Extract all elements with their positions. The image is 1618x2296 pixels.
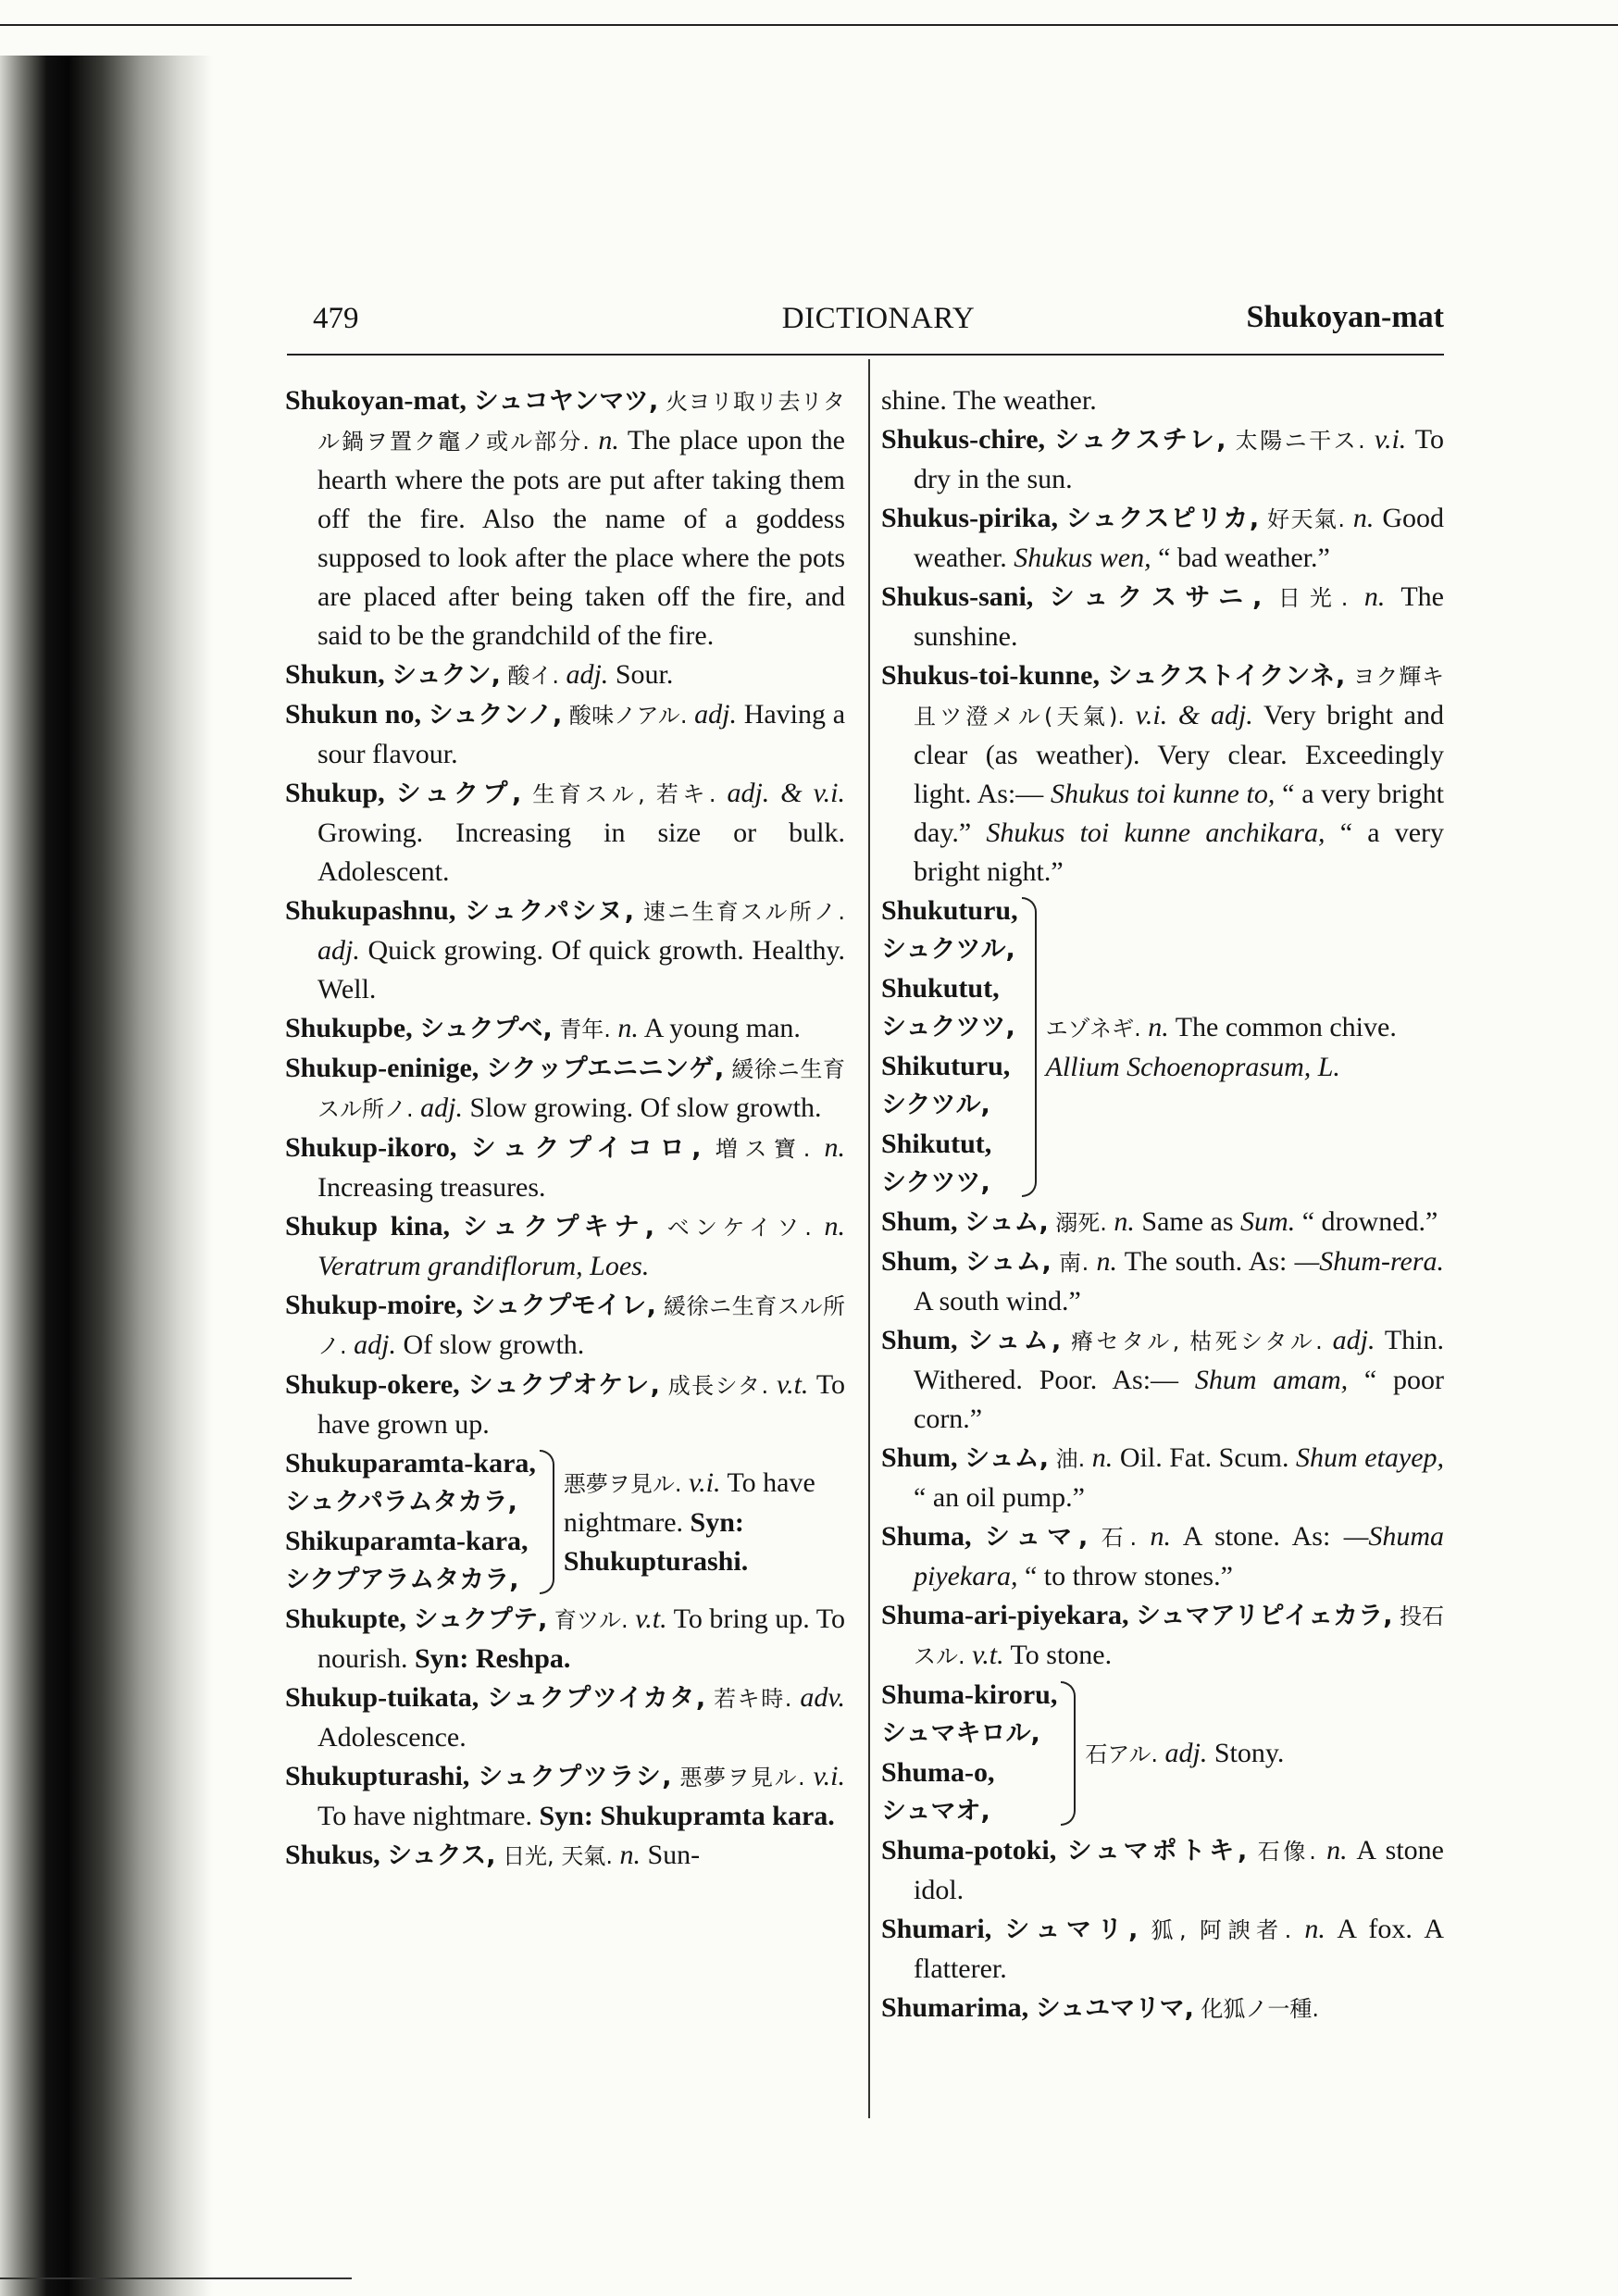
headword-kana: シュム, [965,1248,1052,1277]
dictionary-entry [881,1910,1444,1989]
definition: To bring up. To nourish. [317,1603,846,1674]
headword: Shukun no, [285,699,421,730]
japanese-gloss: 日光, 天氣. [503,1843,613,1869]
guide-word: Shukoyan-mat [1246,300,1444,334]
headword: Shukus-chire, [881,424,1046,455]
synonym-label: Syn: [415,1643,469,1674]
headword: Shukupturashi, [285,1761,470,1791]
dictionary-entry [285,1600,845,1678]
part-of-speech: n. [1352,503,1375,533]
headword: Shukupashnu, [285,895,456,926]
japanese-gloss: ベンケイソ. [666,1215,812,1241]
definition: Slow growing. Of slow growth. [469,1092,822,1123]
entry-list [881,381,1444,892]
japanese-gloss: 狐, 阿諛者. [1151,1917,1292,1943]
group-headword: Shuma-kiroru, [881,1679,1058,1710]
synonym-label: Syn: [539,1801,593,1831]
entry-list [285,381,845,1444]
part-of-speech: adj. [1164,1737,1208,1768]
group-headword-kana: シクツツ, [881,1168,990,1197]
japanese-gloss: 石アル. [1085,1741,1158,1767]
definition: Same as [1141,1206,1234,1237]
part-of-speech: n. [1150,1521,1171,1552]
japanese-gloss: エゾネギ. [1045,1015,1141,1042]
example-gloss: “ a very bright day.” [914,779,1444,848]
headword-kana: シュクパシヌ, [465,897,635,926]
synonym-label: Syn: [690,1506,744,1538]
dictionary-entry [285,1129,845,1207]
japanese-gloss: 悪夢ヲ見ル. [679,1765,805,1791]
part-of-speech: n. [1096,1246,1118,1277]
dictionary-entry [881,1596,1444,1676]
example: Shukus wen, [1014,543,1151,573]
brace [540,1450,554,1594]
example: Sum. [1240,1206,1296,1237]
part-of-speech: v.t. [777,1369,809,1400]
japanese-gloss: 速ニ生育スル所ノ. [642,899,845,925]
group-headword: Shuma-o, [881,1757,995,1788]
japanese-gloss: 油. [1055,1446,1086,1472]
scan-bottom-rule [0,2277,352,2279]
japanese-gloss: 緩徐ニ生育スル所ノ. [317,1056,846,1122]
headword: Shukup-eninige, [285,1053,479,1083]
headword: Shuma-potoki, [881,1835,1057,1866]
definition: Sour. [615,659,674,690]
part-of-speech: adj. [694,699,738,730]
entry-list [881,1203,1444,1676]
definition: To have grown up. [317,1369,846,1440]
dictionary-entry [285,1757,845,1836]
headword-kana: シュクプイコロ, [470,1134,702,1163]
synonym: Shukupturashi. [563,1545,749,1577]
japanese-gloss: 好天氣. [1267,506,1345,532]
part-of-speech: n. [1326,1835,1348,1866]
headword-kana: シュクスピリカ, [1065,505,1260,533]
example: Shum amam, [1194,1365,1349,1395]
definition: A stone idol. [914,1835,1445,1905]
example: —Shum-rera. [1294,1246,1445,1277]
japanese-gloss: 酸味ノアル. [568,703,688,729]
example-gloss: “ to throw stones.” [1024,1561,1233,1591]
group-headword-kana: シクプアラムタカラ, [285,1566,519,1594]
group-definition [1046,1008,1444,1087]
dictionary-entry [285,1009,845,1049]
definition: The place upon the hearth where the pots are put after taking them off the fire. Also the name of a goddess supposed to look after the place where the pots are placed after being taken off the fire, and said to be the grandchild of the fire. [317,425,845,651]
headword: Shukup-moire, [285,1290,464,1320]
definition: Increasing treasures. [317,1172,546,1203]
brace [1061,1681,1076,1826]
dictionary-entry [285,1049,845,1129]
headword-kana: シュクンノ, [428,701,563,730]
definition: A stone. As: [1182,1521,1331,1552]
japanese-gloss: 南. [1058,1250,1089,1276]
part-of-speech: v.i. [689,1466,721,1498]
part-of-speech: n. [1304,1914,1326,1944]
headword: Shukus, [285,1840,380,1870]
group-headword: Shikutut, [881,1129,992,1159]
dictionary-entry [285,381,845,655]
headword: Shukoyan-mat, [285,385,467,416]
dictionary-entry [285,655,845,695]
part-of-speech: n. [1091,1442,1114,1473]
definition: Stony. [1214,1737,1285,1768]
group-headword-kana: シュマオ, [881,1797,990,1826]
definition: A fox. A flatterer. [914,1914,1445,1984]
dictionary-entry [285,1286,845,1366]
dictionary-entry [881,499,1444,578]
definition: To stone. [1010,1640,1113,1670]
definition: Sun- [647,1840,701,1870]
japanese-gloss: 生育スル, 若キ. [532,781,716,807]
grouped-entry [285,1444,845,1600]
headword: Shukup, [285,778,385,808]
headword-kana: シュコヤンマツ, [473,387,659,416]
group-headword: Shikuturu, [881,1051,1011,1081]
part-of-speech: v.i. & adj. [1135,700,1253,730]
synonym: Reshpa. [475,1643,571,1674]
headword: Shukupte, [285,1603,406,1634]
definition: To have nightmare. [563,1466,815,1538]
headword-kana: シュクプツラシ, [478,1763,672,1791]
headword-kana: シュクプオケレ, [467,1371,660,1400]
headword: Shukus-pirika, [881,503,1058,533]
headword: Shukun, [285,659,385,690]
headword: Shumarima, [881,1992,1029,2023]
headword-kana: シュクスチレ, [1054,426,1226,455]
headword-kana: シュマアリピイェカラ, [1136,1602,1393,1630]
dictionary-entry [285,1836,845,1876]
grouped-entry [881,1676,1444,1831]
grouped-headwords [881,892,1018,1203]
brace [1022,897,1037,1197]
japanese-gloss: 瘠セタル, 枯死シタル. [1071,1329,1323,1354]
page-header [313,294,1444,341]
dictionary-entry [881,1439,1444,1517]
latin-name: Allium Schoenoprasum, L. [1045,1051,1340,1082]
japanese-gloss: 酸イ. [507,663,559,689]
definition: Thin. Withered. Poor. As:— [914,1325,1445,1395]
part-of-speech: adj. [317,935,360,966]
part-of-speech: n. [1148,1011,1169,1042]
headword: Shukupbe, [285,1013,413,1043]
definition: The south. As: [1124,1246,1288,1277]
japanese-gloss: 青年. [559,1017,611,1042]
dictionary-entry [881,1989,1444,2028]
continued-text: shine. The weather. [881,385,1097,416]
headword-kana: シュクン, [392,661,501,690]
dictionary-entry [881,578,1444,656]
headword: Shum, [881,1246,958,1277]
right-column [881,381,1444,2028]
japanese-gloss: 火ヨリ取リ去リタル鍋ヲ置ク竈ノ或ル部分. [317,389,846,455]
example-gloss: “ bad weather.” [1158,543,1330,573]
headword-kana: シュクプツイカタ, [487,1684,706,1713]
example: Shum etayep, [1296,1442,1445,1473]
header-rule [287,354,1444,356]
japanese-gloss: 増ス寶. [715,1136,811,1162]
entry-list [285,1600,845,1876]
definition: The common chive. [1175,1011,1397,1042]
column-divider [868,359,870,2118]
synonym: Shukupramta kara. [600,1801,835,1831]
definition: Adolescence. [317,1722,467,1753]
japanese-gloss: 石像. [1257,1839,1316,1865]
definition: Very bright and clear (as weather). Very clear. Exceedingly light. As:— [914,700,1444,809]
headword: Shum, [881,1442,958,1473]
definition: Good weather. [914,503,1445,573]
definition: Growing. Increasing in size or bulk. Adolescent. [317,817,845,887]
headword-kana: シュユマリマ, [1035,1994,1194,2023]
part-of-speech: adj. [566,659,609,690]
definition: A young man. [643,1013,801,1043]
group-definition [564,1464,845,1581]
example-gloss: A south wind.” [914,1286,1081,1316]
japanese-gloss: 緩徐ニ生育スル所ノ. [317,1293,846,1359]
headword-kana: シュマポトキ, [1066,1837,1248,1866]
example: Shukus toi kunne to, [1051,779,1276,809]
group-headword: Shikuparamta-kara, [285,1526,529,1556]
part-of-speech: n. [824,1211,846,1242]
japanese-gloss: 溺死. [1055,1210,1107,1236]
dictionary-entry [285,1207,845,1286]
dictionary-entry [881,1831,1444,1910]
dictionary-entry [881,1203,1444,1242]
dictionary-entry [285,695,845,774]
part-of-speech: n. [598,425,619,455]
part-of-speech: v.t. [635,1603,667,1634]
left-column [285,381,845,1876]
headword-kana: シュクプ, [395,780,522,808]
page-number: 479 [313,302,359,335]
headword-kana: シュクプベ, [419,1015,553,1043]
headword-kana: シュクプモイレ, [470,1292,656,1320]
dictionary-entry [285,1678,845,1757]
dictionary-entry [881,1321,1444,1439]
book-spine-shadow [0,56,213,2296]
headword-kana: シュマ, [984,1523,1089,1552]
definition: To have nightmare. [317,1801,532,1831]
definition: The sunshine. [914,581,1444,652]
headword: Shum, [881,1325,958,1355]
headword: Shukup-ikoro, [285,1132,457,1163]
japanese-gloss: 日光. [1277,585,1349,611]
part-of-speech: n. [617,1013,639,1043]
dictionary-entry [881,1242,1444,1321]
part-of-speech: v.i. [813,1761,846,1791]
headword-kana: シュム, [965,1444,1049,1473]
headword-kana: シュクス, [387,1841,496,1870]
headword: Shum, [881,1206,958,1237]
headword: Shumari, [881,1914,992,1944]
group-headword: Shukuparamta-kara, [285,1448,536,1479]
headword: Shukup kina, [285,1211,450,1242]
japanese-gloss: 投石スル. [914,1603,1445,1669]
definition: To dry in the sun. [914,424,1445,494]
part-of-speech: adj. [420,1092,463,1123]
dictionary-entry [285,892,845,1009]
japanese-gloss: 成長シタ. [667,1373,769,1399]
dictionary-entry [881,656,1444,892]
scan-top-rule [0,24,1618,26]
headword: Shukup-tuikata, [285,1682,479,1713]
headword-kana: シクップエニニンゲ, [486,1054,725,1083]
group-definition [1085,1734,1444,1774]
headword-kana: シュクストイクンネ, [1107,662,1346,691]
example-gloss: “ poor corn.” [914,1365,1445,1434]
japanese-gloss: 若キ時. [714,1686,792,1712]
group-headword-kana: シュクツル, [881,935,1015,964]
headword: Shuma-ari-piyekara, [881,1600,1129,1630]
japanese-gloss: 育ツル. [554,1607,629,1633]
group-headword-kana: シュクツツ, [881,1013,1015,1042]
definition: Oil. Fat. Scum. [1119,1442,1289,1473]
group-headword: Shukuturu, [881,895,1018,926]
dictionary-entry [881,381,1444,420]
part-of-speech: n. [824,1132,846,1163]
example: Shukus toi kunne anchikara, [986,817,1326,848]
headword: Shuma, [881,1521,972,1552]
group-headword: Shukutut, [881,973,1000,1004]
entry-list [881,1831,1444,2028]
dictionary-entry [285,774,845,892]
japanese-gloss: 悪夢ヲ見ル. [563,1470,682,1497]
dictionary-entry [881,420,1444,499]
dictionary-entry [881,1517,1444,1596]
part-of-speech: n. [1363,581,1386,612]
part-of-speech: n. [619,1840,641,1870]
headword: Shukup-okere, [285,1369,460,1400]
definition: Quick growing. Of quick growth. Healthy. Well. [317,935,845,1004]
headword-kana: シュマリ, [1004,1915,1139,1944]
japanese-gloss: 石. [1101,1525,1138,1551]
japanese-gloss: ヨク輝キ且ツ澄メル(天氣). [914,664,1445,730]
example-gloss: “ an oil pump.” [914,1482,1085,1513]
japanese-gloss: 化狐ノ一種. [1201,1996,1320,2022]
example-gloss: “ a very bright night.” [914,817,1445,887]
dictionary-entry [285,1366,845,1444]
headword-kana: シュクプテ, [413,1605,548,1634]
headword-kana: シュム, [965,1208,1049,1237]
headword-kana: シュクスサニ, [1049,583,1263,612]
group-headword-kana: シュクパラムタカラ, [285,1488,517,1516]
part-of-speech: v.t. [972,1640,1004,1670]
definition: Having a sour flavour. [317,699,846,769]
grouped-headwords [285,1444,536,1600]
headword-kana: シュム, [967,1327,1062,1355]
grouped-entry [881,892,1444,1203]
part-of-speech: adv. [800,1682,845,1713]
grouped-headwords [881,1676,1057,1831]
headword: Shukus-sani, [881,581,1034,612]
part-of-speech: adj. [1332,1325,1375,1355]
part-of-speech: n. [1114,1206,1135,1237]
headword: Shukus-toi-kunne, [881,660,1100,691]
example: —Shuma piyekara, [914,1521,1445,1591]
part-of-speech: adj. & v.i. [727,778,846,808]
group-headword-kana: シュマキロル, [881,1719,1040,1748]
headword-kana: シュクプキナ, [462,1213,655,1242]
group-headword-kana: シクツル, [881,1091,990,1119]
japanese-gloss: 太陽ニ干ス. [1235,428,1365,454]
part-of-speech: adj. [354,1329,396,1360]
latin-name: Veratrum grandiflorum, Loes. [317,1251,650,1281]
definition: Of slow growth. [403,1329,585,1360]
part-of-speech: v.i. [1374,424,1407,455]
page-title: DICTIONARY [781,302,976,335]
example-gloss: “ drowned.” [1301,1206,1438,1237]
